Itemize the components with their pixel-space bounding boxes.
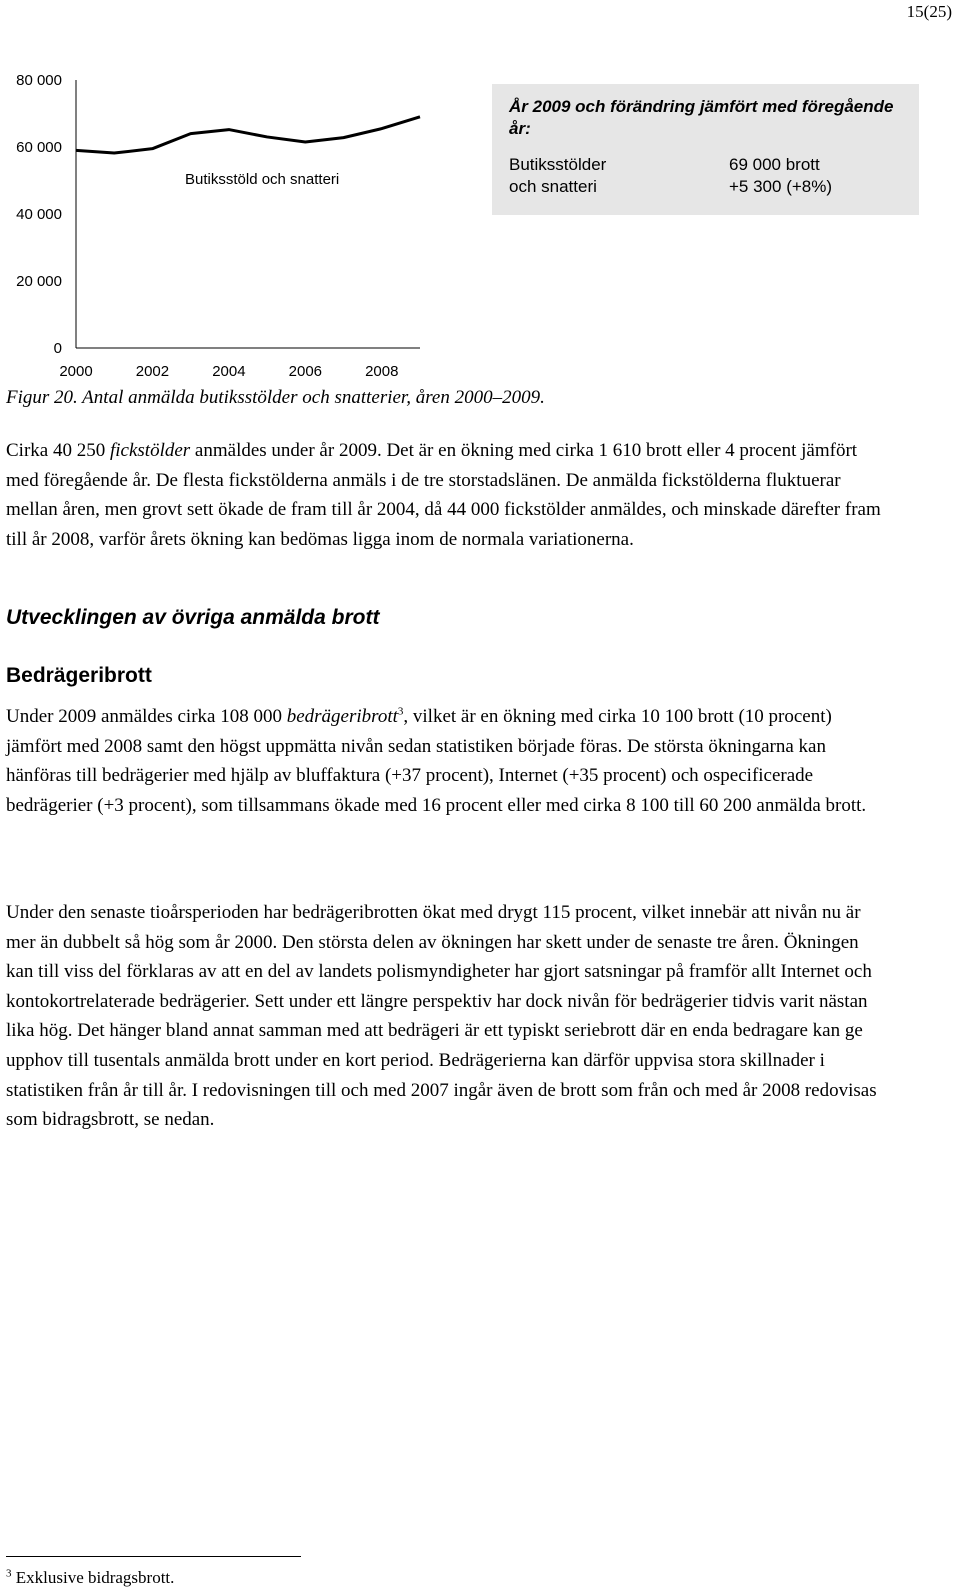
x-tick-label: 2004 [212,363,246,380]
x-tick-label: 2002 [135,363,170,380]
footnote-number: 3 [6,1567,12,1580]
summary-label-line1: Butiksstölder [509,155,607,174]
subsection-heading: Bedrägeribrott [6,664,152,687]
y-tick-label: 0 [53,340,62,357]
paragraph-text: , vilket är en ökning med cirka 10 100 brott (10 procent) jämfört med 2008 samt den högst uppmätta nivån sedan statistiken började föras. De största ökningarna kan hänföras till bedrägerier med hjälp av bluffaktura (+37 procent), Internet (+35 procent) och ospecificerade bedrägerier (+3 procent), som tillsammans ökade med 16 procent eller med cirka 8 100 till 60 200 anmälda brott. [6,706,867,816]
paragraph-text: Cirka 40 250 [6,440,110,461]
series-layer [76,117,420,153]
y-tick-label: 80 000 [16,72,62,89]
series-label: Butiksstöld och snatteri [185,171,340,188]
x-tick-label: 2000 [59,363,93,380]
summary-label-line2: och snatteri [509,177,597,196]
x-axis [59,363,398,380]
summary-value-line1: 69 000 brott [729,155,820,174]
paragraph-text: Under 2009 anmäldes cirka 108 000 [6,706,287,727]
paragraph-pickpocketing [6,436,886,554]
y-tick-label: 60 000 [16,139,62,156]
footnote-divider [6,1556,301,1557]
term-italic: fickstölder [109,440,191,461]
paragraph-fraud [6,702,886,820]
y-tick-label: 20 000 [16,273,62,290]
footnote [6,1568,174,1588]
summary-box [492,84,919,215]
x-tick-label: 2006 [288,363,323,380]
summary-value [729,154,909,198]
summary-label [509,154,709,198]
paragraph-fraud-trend: Under den senaste tioårsperioden har bedrägeribrotten ökat med drygt 115 procent, vilket innebär att nivån nu är mer än dubbelt så hög som år 2000. Den största delen av ökningen har skett under de senaste tre åren. Ökningen kan till viss del förklaras av att en del av landets polismyndigheter har gjort satsningar på framför allt Internet och kontokortrelaterade bedrägerier. Sett under ett längre perspektiv har dock nivån för bedrägerier tidvis varit nästan lika hög. Det hänger bland annat samman med att bedrägeri är ett typiskt seriebrott där en enda bedragare kan ge upphov till tusentals anmälda brott under en kort period. Bedrägerierna kan därför uppvisa stora skillnader i statistiken från år till år. I redovisningen till och med 2007 ingår även de brott som från och med år 2008 redovisas som bidragsbrott, se nedan. [6,902,877,1131]
summary-value-line2: +5 300 (+8%) [729,177,833,196]
line-chart [0,60,470,385]
footnote-ref: 3 [397,705,404,718]
section-heading: Utvecklingen av övriga anmälda brott [6,606,380,629]
footnote-text: Exklusive bidragsbrott. [11,1568,175,1587]
summary-title: År 2009 och förändring jämfört med föregående år: [509,97,894,138]
series-line [76,117,420,153]
figure-caption: Figur 20. Antal anmälda butiksstölder och snatterier, åren 2000–2009. [6,387,545,408]
paragraph-text: anmäldes under år 2009. Det är en ökning med cirka 1 610 brott eller 4 procent jämfört med föregående år. De flesta fickstölderna anmäls i de tre storstadslänen. De anmälda fickstölderna fluktuerar mellan åren, men grovt sett ökade de fram till år 2004, då 44 000 fickstölder anmäldes, och minskade därefter fram till år 2008, varför årets ökning kan bedömas ligga inom de normala variationerna. [6,440,881,550]
page-number: 15(25) [906,2,952,21]
term-italic: bedrägeribrott [286,706,398,727]
y-tick-label: 40 000 [16,206,62,223]
y-axis [16,72,62,357]
x-tick-label: 2008 [365,363,399,380]
